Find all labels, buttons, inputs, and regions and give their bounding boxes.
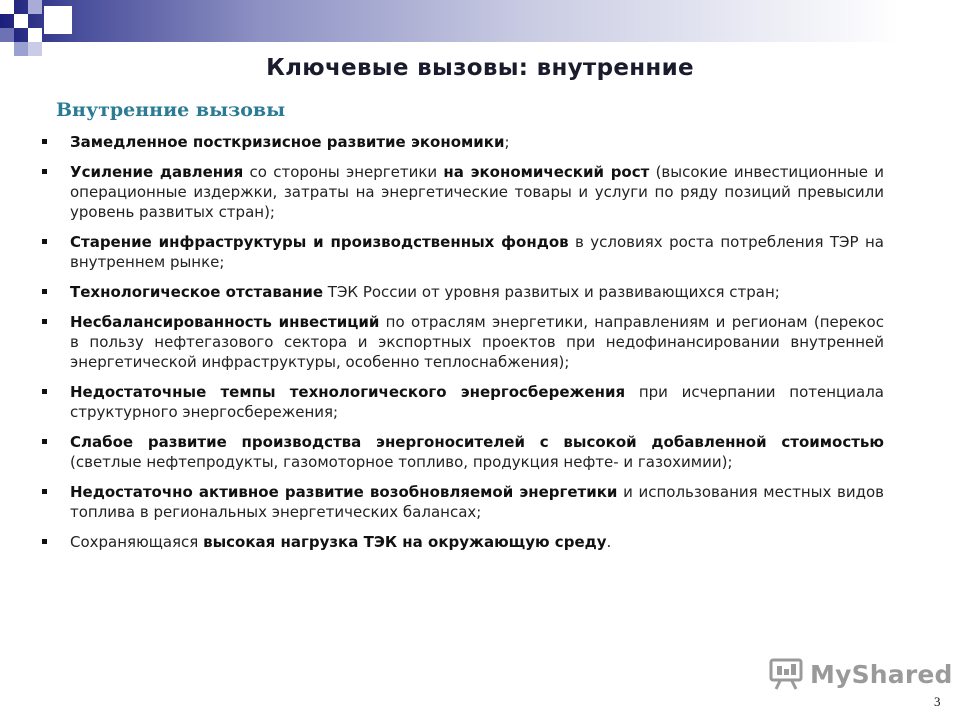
bullet-item (40, 382, 884, 422)
bullet-marker (42, 239, 47, 244)
page-number: 3 (934, 694, 941, 709)
decor-square (14, 14, 28, 28)
bullet-text: (высокие инвестиционные и операционные издержки, затраты на энергетические товары и услуги по ряду позиций превысили уровень развитых стран); (70, 163, 885, 221)
bullet-item (40, 532, 884, 552)
decor-square (28, 0, 42, 14)
bullet-item (40, 482, 884, 522)
bullet-text: со стороны энергетики (243, 163, 444, 181)
bullet-bold-text: Недостаточные темпы технологического энергосбережения (70, 383, 626, 401)
bullet-marker (42, 319, 47, 324)
bullet-marker (42, 139, 47, 144)
bullet-marker (42, 489, 47, 494)
bullet-marker (42, 169, 47, 174)
bullet-marker (42, 439, 47, 444)
bullet-text: и использования местных видов топлива в региональных энергетических балансах; (70, 483, 884, 521)
bullet-bold-text: на экономический рост (443, 163, 650, 181)
bullet-bold-text: Старение инфраструктуры и производственных фондов (70, 233, 569, 251)
bullet-text: Сохраняющаяся (70, 533, 204, 551)
section-subtitle: Внутренние вызовы (56, 99, 286, 121)
bullet-text: (светлые нефтепродукты, газомоторное топливо, продукция нефте- и газохимии); (70, 453, 733, 471)
bullet-item (40, 232, 884, 272)
decor-square (14, 42, 28, 56)
bullet-marker (42, 539, 47, 544)
bullet-bold-text: Усиление давления (70, 163, 244, 181)
bullet-marker (42, 289, 47, 294)
bullet-item (40, 282, 884, 302)
bullet-list (40, 132, 884, 562)
bullet-text: в условиях роста потребления ТЭР на внутреннем рынке; (70, 233, 884, 271)
bullet-text: ТЭК России от уровня развитых и развивающихся стран; (323, 283, 780, 301)
bullet-item (40, 312, 884, 372)
bullet-bold-text: Несбалансированность инвестиций (70, 313, 380, 331)
slide-title: Ключевые вызовы: внутренние (266, 55, 694, 81)
bullet-text: по отраслям энергетики, направлениям и регионам (перекос в пользу нефтегазового сектора и экспортных проектов при недофинансировании внутренней энергетической инфраструктуры, особенно теплоснабжения); (70, 313, 884, 371)
bullet-item (40, 432, 884, 472)
bullet-bold-text: высокая нагрузка ТЭК на окружающую среду (203, 533, 607, 551)
bullet-marker (42, 389, 47, 394)
bullet-item (40, 132, 884, 152)
logo-text: MyShared (810, 659, 953, 689)
bullet-bold-text: Замедленное посткризисное развитие экономики (70, 133, 505, 151)
bullet-text: при исчерпании потенциала структурного энергосбережения; (70, 383, 884, 421)
header-gradient-bar (0, 0, 960, 42)
bullet-item (40, 162, 884, 222)
bullet-bold-text: Недостаточно активное развитие возобновляемой энергетики (70, 483, 618, 501)
decor-square (28, 28, 42, 42)
decor-square (0, 28, 14, 42)
decor-square (44, 6, 72, 34)
decor-square (0, 0, 14, 14)
myshared-logo (768, 656, 953, 692)
bullet-bold-text: Технологическое отставание (70, 283, 324, 301)
bullet-text: ; (504, 133, 510, 151)
bullet-text: . (606, 533, 612, 551)
bullet-bold-text: Слабое развитие производства энергоносителей с высокой добавленной стоимостью (70, 433, 884, 451)
decor-square (28, 42, 42, 56)
presentation-board-icon (768, 657, 804, 691)
